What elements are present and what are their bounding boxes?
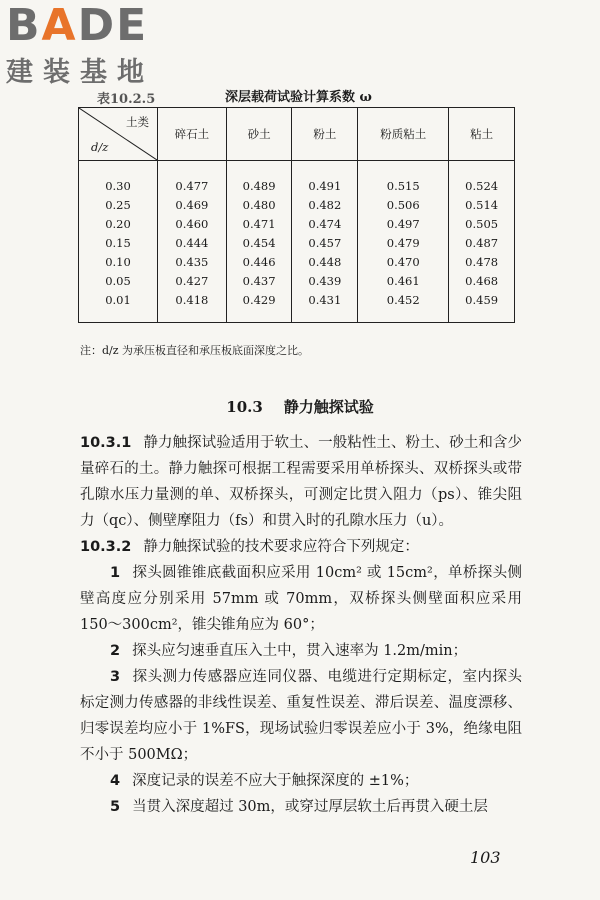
value-column: 0.515 0.506 0.497 0.479 0.470 0.461 0.452 — [358, 161, 449, 323]
clause-text: 静力触探试验的技术要求应符合下列规定： — [143, 539, 419, 555]
clause-number: 10.3.1 — [80, 435, 132, 451]
table-corner-cell — [79, 108, 158, 161]
list-item: 2 探头应匀速垂直压入土中，贯入速率为 1.2m/min； — [110, 643, 468, 659]
table-note: 注：d/z 为承压板直径和承压板底面深度之比。 — [80, 344, 310, 357]
clause-10-3-2 — [80, 534, 522, 560]
table-header-row — [79, 108, 515, 161]
list-item: 3 探头测力传感器应连同仪器、电缆进行定期标定，室内探头标定测力传感器的非线性误差、重复性误差、滞后误差、温度漂移、归零误差均应小于 1%FS，现场试验归零误差应小于 3%，绝缘电阻不小于 500MΩ； — [80, 669, 522, 763]
body-text — [80, 430, 522, 820]
watermark-logo — [6, 0, 181, 100]
table-title: 深层载荷试验计算系数 ω — [225, 90, 372, 105]
value-column: 0.489 0.480 0.471 0.454 0.446 0.437 0.429 — [226, 161, 292, 323]
column-header: 碎石土 — [158, 108, 227, 161]
list-item: 4 深度记录的误差不应大于触探深度的 ±1%； — [110, 773, 419, 789]
section-title: 静力触探试验 — [283, 398, 374, 416]
value-column: 0.524 0.514 0.505 0.487 0.478 0.468 0.459 — [449, 161, 515, 323]
column-header: 砂土 — [226, 108, 292, 161]
coefficient-table — [78, 107, 515, 323]
section-number: 10.3 — [226, 398, 263, 416]
page-number: 103 — [470, 848, 501, 867]
clause-text: 静力触探试验适用于软土、一般粘性土、粉土、砂土和含少量碎石的土。静力触探可根据工程需要采用单桥探头、双桥探头或带孔隙水压力量测的单、双桥探头，可测定比贯入阻力（ps）、锥尖阻力（qc）、侧壁摩阻力（fs）和贯入时的孔隙水压力（u）。 — [80, 435, 522, 529]
table-body-row — [79, 161, 515, 323]
clause-number: 10.3.2 — [80, 539, 132, 555]
table-number: 表10.2.5 — [97, 92, 156, 107]
value-column: 0.477 0.469 0.460 0.444 0.435 0.427 0.418 — [158, 161, 227, 323]
column-header: 粉质粘土 — [358, 108, 449, 161]
column-header: 粘土 — [449, 108, 515, 161]
list-item: 1 探头圆锥锥底截面积应采用 10cm² 或 15cm²，单桥探头侧壁高度应分别采用 57mm 或 70mm，双桥探头侧壁面积应采用 150～300cm²，锥尖锥角应为 60°； — [80, 565, 522, 633]
value-column: 0.491 0.482 0.474 0.457 0.448 0.439 0.431 — [292, 161, 358, 323]
corner-label-dz: d/z — [91, 140, 109, 154]
corner-label-soil-type: 土类 — [126, 115, 149, 129]
clause-10-3-1 — [80, 430, 522, 534]
list-item: 5 当贯入深度超过 30m，或穿过厚层软土后再贯入硬土层 — [110, 799, 488, 815]
section-heading — [0, 396, 600, 417]
column-header: 粉土 — [292, 108, 358, 161]
dz-column: 0.30 0.25 0.20 0.15 0.10 0.05 0.01 — [79, 161, 158, 323]
watermark-brand: BADE — [6, 0, 149, 51]
watermark-subtitle: 建装基地 — [6, 57, 154, 88]
